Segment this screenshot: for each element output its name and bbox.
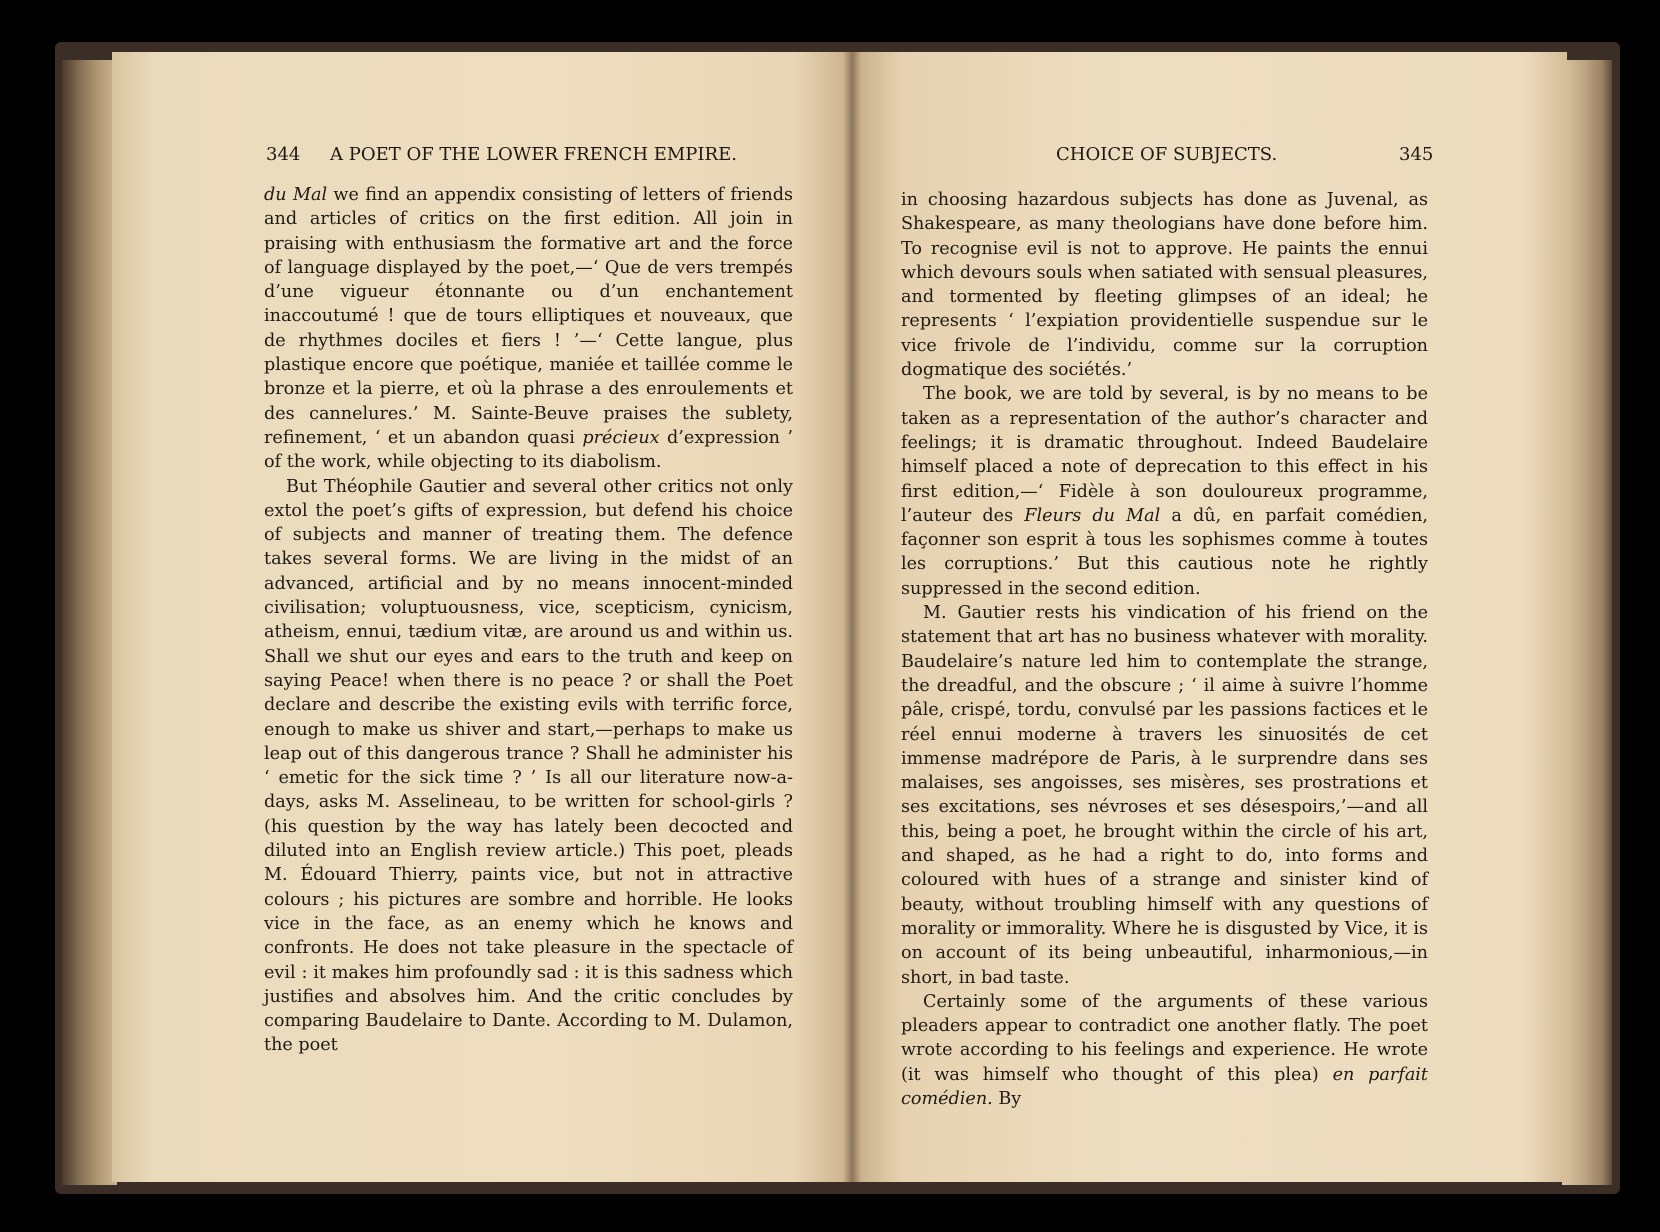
body-text: By [992,1088,1022,1109]
paragraph [901,601,1428,990]
book-gutter [843,52,861,1182]
body-text: we find an appendix consisting of letters of friends and articles of critics on the first edition. All join in praising with enthusiasm the formative art and the force of language displayed by the poet,—‘ Que de vers trempés d’une vigueur étonnante ou d’un enchantement inaccoutumé ! que de tours elliptiques et nouveaux, que de rhythmes dociles et fiers ! ’—‘ Cette langue, plus plastique encore que poétique, maniée et taillée comme le bronze et la pierre, et où la phrase a des enroulements et des cannelures.’ M. Sainte-Beuve praises the sublety, refinement, ‘ et un abandon quasi [264,185,793,448]
left-page-number: 344 [266,144,301,165]
page-edges-left [62,60,117,1185]
left-running-head: A POET OF THE LOWER FRENCH EMPIRE. [330,144,737,165]
page-edges-right [1562,60,1612,1185]
body-text: in choosing hazardous subjects has done as Juvenal, as Shakespeare, as many theologians have done before him. To recognise evil is not to approve. He paints the ennui which devours souls when satiated with sensual pleasures, and tormented by fleeting glimpses of an ideal; he represents ‘ l’expiation providentielle suspendue sur le vice frivole de l’individu, comme sur la corruption dogmatique des sociétés.’ [901,190,1428,381]
paragraph [901,188,1428,382]
italic-text: précieux [582,427,660,448]
right-page-number: 345 [1399,144,1434,165]
right-running-head: CHOICE OF SUBJECTS. [1056,144,1278,165]
body-text: d’expression ’ of the work, while objecting to its diabolism. [264,427,793,473]
paragraph [901,382,1428,601]
italic-text: du Mal [264,185,328,205]
right-page-body [901,188,1428,1111]
paragraph [264,475,793,1058]
italic-text: Fleurs du Mal [1024,505,1161,526]
left-page-body [264,183,793,1058]
paragraph [901,990,1428,1111]
body-text: a dû, en parfait comédien, façonner son esprit à tous les sophismes comme à toutes les corruptions.’ But this cautious note he rightly suppressed in the second edition. [901,505,1428,599]
italic-text: en parfait comédien. [901,1064,1429,1109]
body-text: Certainly some of the arguments of these various pleaders appear to contradict one another flatly. The poet wrote according to his feelings and experience. He wrote (it was himself who thought of this plea) [901,991,1428,1085]
body-text: The book, we are told by several, is by no means to be taken as a representation of the author’s character and feelings; it is dramatic throughout. Indeed Baudelaire himself placed a note of deprecation to this effect in his first edition,—‘ Fidèle à son douloureux programme, l’auteur des [901,384,1428,526]
body-text: But Théophile Gautier and several other critics not only extol the poet’s gifts of expression, but defend his choice of subjects and manner of treating them. The defence takes several forms. We are living in the midst of an advanced, artificial and by no means innocent-minded civilisation; voluptuousness, vice, scepticism, cynicism, atheism, ennui, tædium vitæ, are around us and within us. Shall we shut our eyes and ears to the truth and keep on saying Peace! when there is no peace ? or shall the Poet declare and describe the existing evils with terrific force, enough to make us shiver and start,—perhaps to make us leap out of this dangerous trance ? Shall he administer his ‘ emetic for the sick time ? ’ Is all our literature now-a-days, asks M. Asselineau, to be written for school-girls ? (his question by the way has lately been decocted and diluted into an English review article.) This poet, pleads M. Édouard Thierry, paints vice, but not in attractive colours ; his pictures are sombre and horrible. He looks vice in the face, as an enemy which he knows and confronts. He does not take pleasure in the spectacle of evil : it makes him profoundly sad : it is this sadness which justifies and absolves him. And the critic concludes by comparing Baudelaire to Dante. According to M. Dulamon, the poet [264,476,793,1056]
paragraph [264,183,793,475]
body-text: M. Gautier rests his vindication of his friend on the statement that art has no business whatever with morality. Baudelaire’s nature led him to contemplate the strange, the dreadful, and the obscure ; ‘ il aime à suivre l’homme pâle, crispé, tordu, convulsé par les passions factices et le réel ennui moderne à travers les sinuosités de cet immense madrépore de Paris, à le surprendre dans ses malaises, ses angoisses, ses misères, ses prostrations et ses excitations, ses névroses et ses désespoirs,’—and all this, being a poet, he brought within the circle of his art, and shaped, as he had a right to do, into forms and coloured with hues of a strange and sinister kind of beauty, without troubling himself with any questions of morality or immorality. Where he is disgusted by Vice, it is on account of its being unbeautiful, inharmonious,—in short, in bad taste. [901,603,1428,988]
